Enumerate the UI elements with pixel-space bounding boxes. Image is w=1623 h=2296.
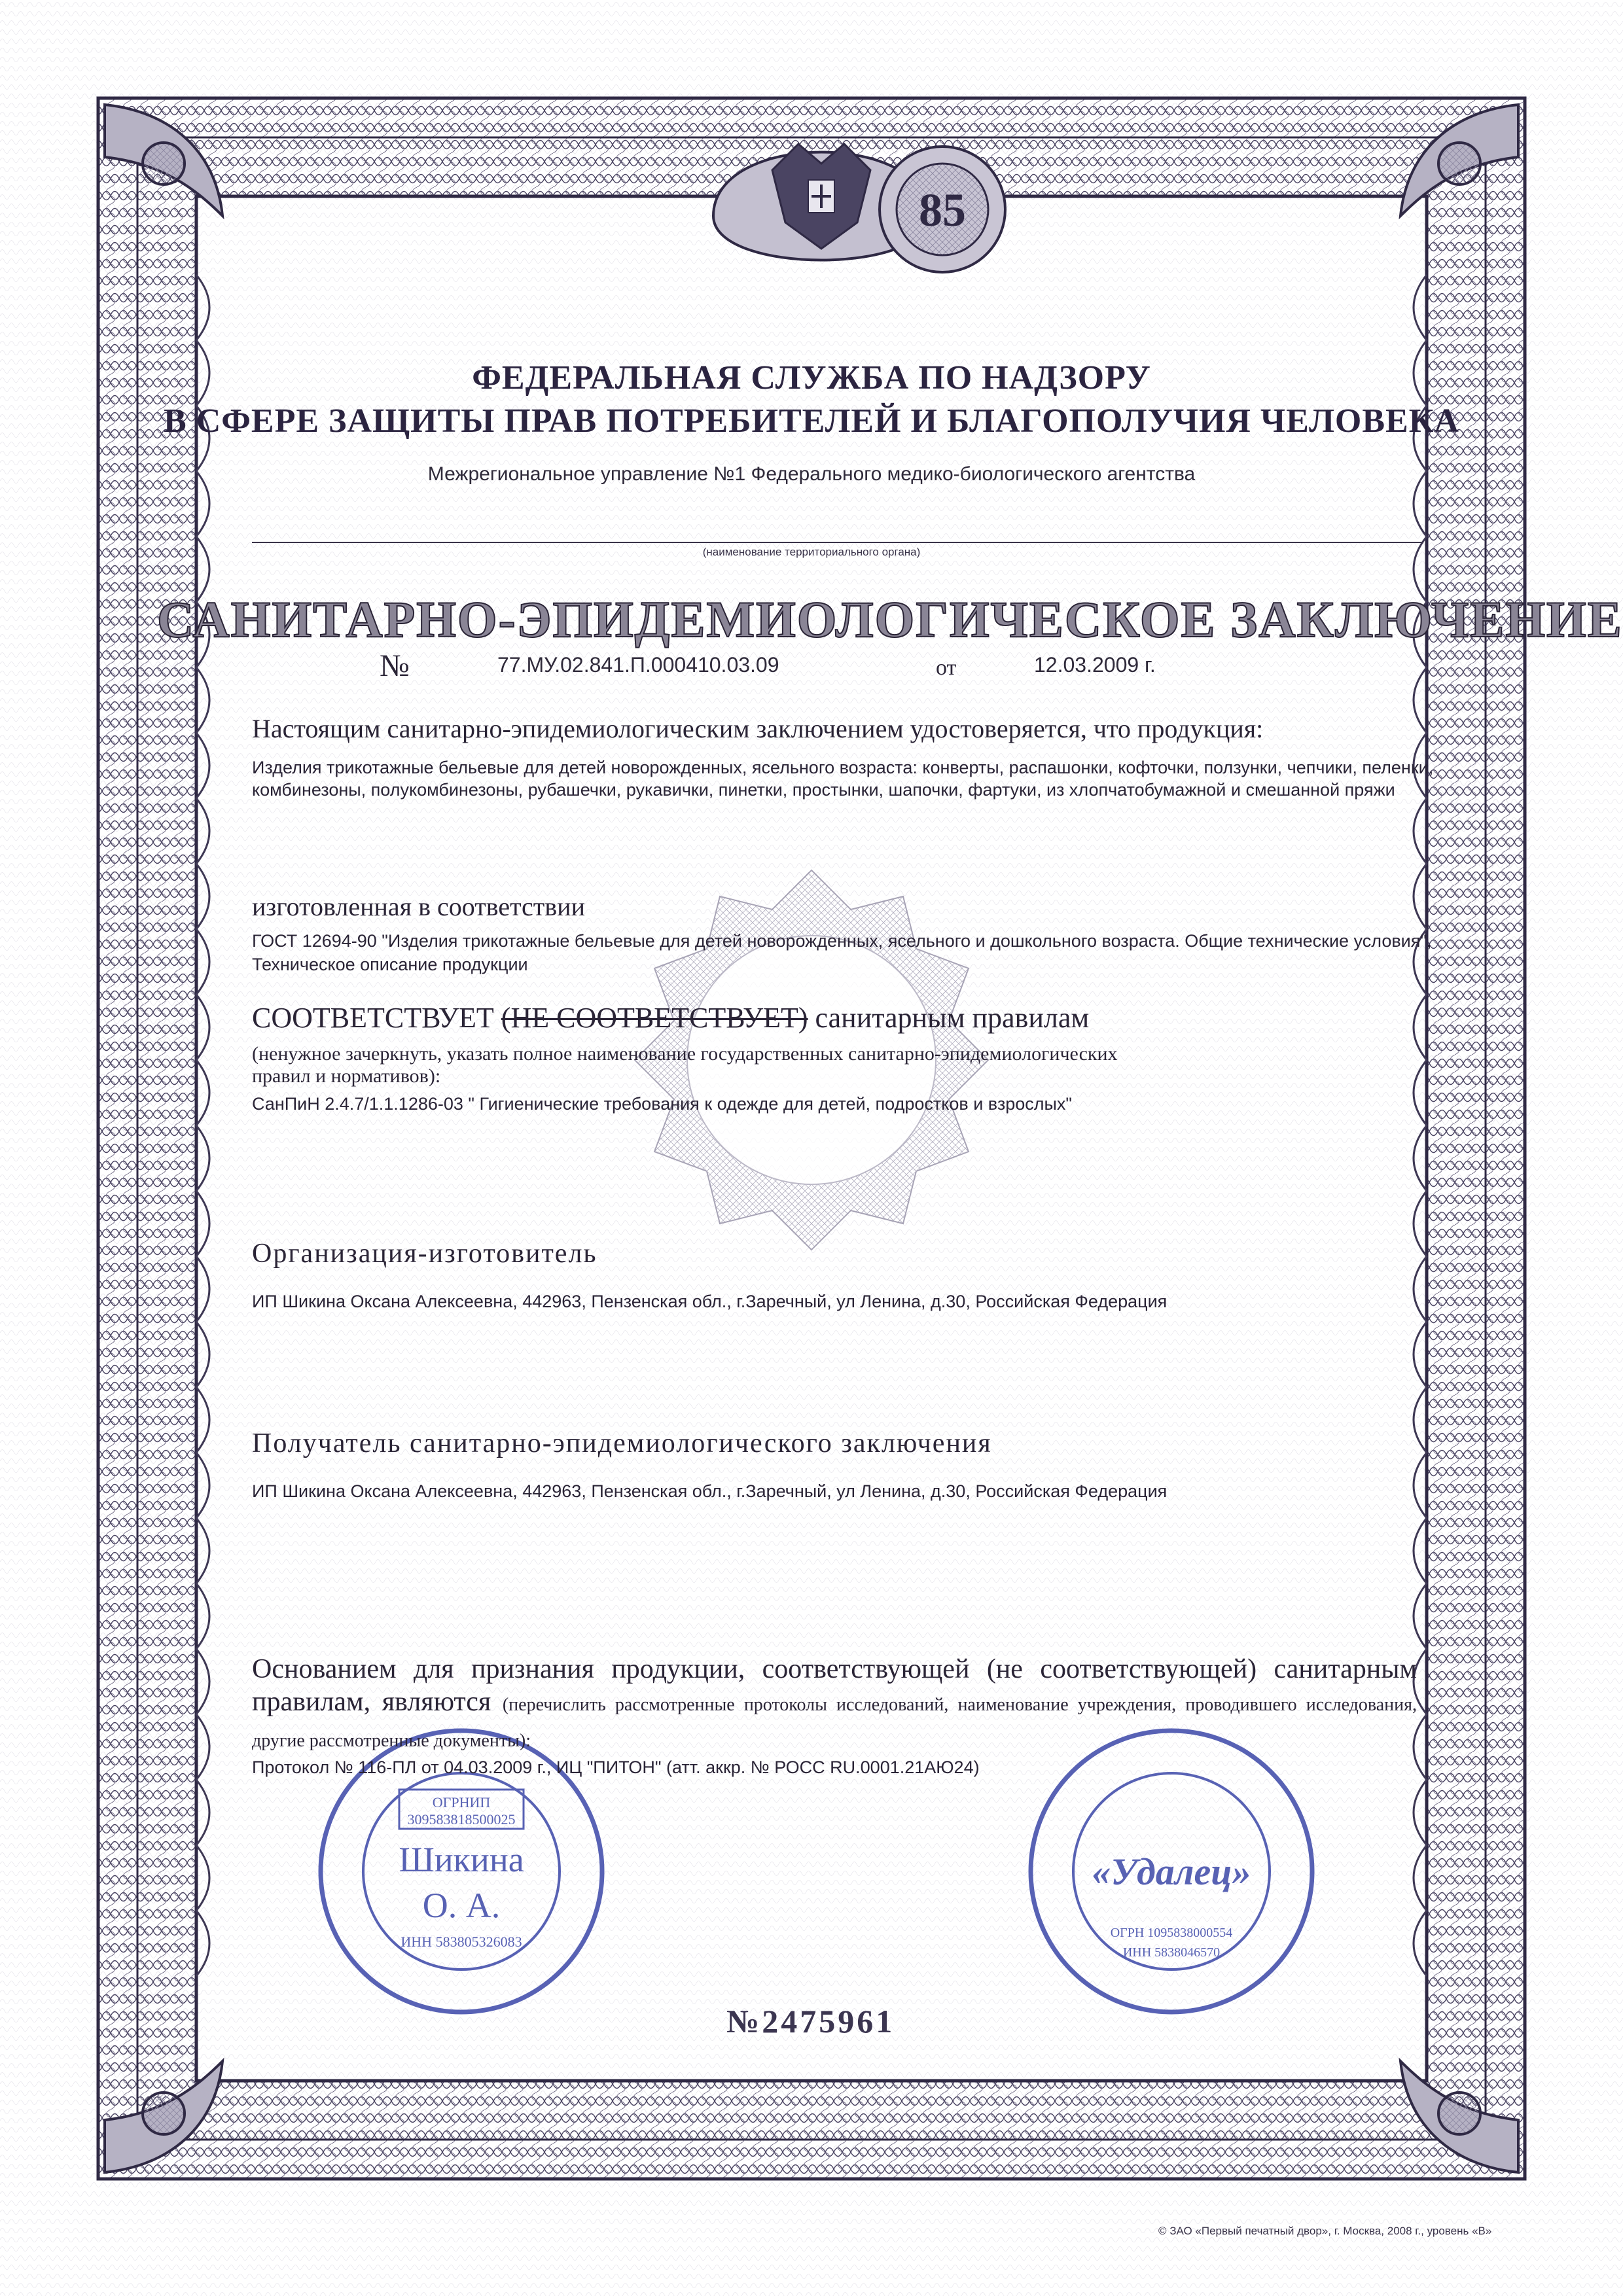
manufacturer-label: Организация-изготовитель <box>252 1239 597 1269</box>
recipient-label: Получатель санитарно-эпидемиологического заключения <box>252 1428 992 1458</box>
seal-emblem-85 <box>880 147 1005 272</box>
compliance-note-line1: (ненужное зачеркнуть, указать полное наименование государственных санитарно-эпидемиологических <box>252 1043 1118 1065</box>
certificate-number: 77.МУ.02.841.П.000410.03.09 <box>497 653 779 677</box>
form-serial-number: №2475961 <box>726 2003 895 2040</box>
agency-name-line1: ФЕДЕРАЛЬНАЯ СЛУЖБА ПО НАДЗОРУ <box>472 359 1151 397</box>
date-label: от <box>936 656 957 680</box>
stamp-llc-udalets <box>1031 1731 1312 2012</box>
regional-body-caption: (наименование территориального органа) <box>702 546 921 558</box>
certificate-date: 12.03.2009 г. <box>1034 653 1156 677</box>
svg-text:309583818500025: 309583818500025 <box>407 1811 516 1828</box>
product-intro: Настоящим санитарно-эпидемиологическим заключением удостоверяется, что продукция: <box>252 714 1264 743</box>
basis-text: Основанием для признания продукции, соответствующей (не соответствующей) санитарным правилам, являются <box>252 1654 1417 1717</box>
svg-text:85: 85 <box>919 184 966 236</box>
regional-body-rule <box>252 542 1423 543</box>
compliance-statement <box>252 1001 1089 1034</box>
manufacturer-value: ИП Шикина Оксана Алексеевна, 442963, Пензенская обл., г.Заречный, ул Ленина, д.30, Российская Федерация <box>252 1292 1168 1311</box>
svg-text:ИНН 583805326083: ИНН 583805326083 <box>401 1934 522 1950</box>
regional-body: Межрегиональное управление №1 Федерального медико-биологического агентства <box>427 463 1196 485</box>
not-complies-struck: (НЕ СООТВЕТСТВУЕТ) <box>501 1002 808 1034</box>
agency-name-line2: В СФЕРЕ ЗАЩИТЫ ПРАВ ПОТРЕБИТЕЛЕЙ И БЛАГОПОЛУЧИЯ ЧЕЛОВЕКА <box>164 402 1459 440</box>
rules-word: санитарным правилам <box>815 1002 1090 1034</box>
svg-text:ИНН 5838046570: ИНН 5838046570 <box>1122 1945 1221 1960</box>
complies-word: СООТВЕТСТВУЕТ <box>252 1002 494 1034</box>
svg-text:О. А.: О. А. <box>422 1886 501 1925</box>
manufactured-standard: ГОСТ 12694-90 "Изделия трикотажные бельевые для детей новорожденных, ясельного и дошкольного возраста. Общие технические условия", Техническое описание продукции <box>252 931 1432 974</box>
basis-note: (перечислить рассмотренные протоколы исследований, наименование учреждения, проводившего исследования, другие рассмотренные документы): <box>252 1695 1417 1751</box>
document-title: САНИТАРНО-ЭПИДЕМИОЛОГИЧЕСКОЕ ЗАКЛЮЧЕНИЕ <box>157 591 1623 648</box>
compliance-note <box>252 1043 1118 1087</box>
printer-imprint: © ЗАО «Первый печатный двор», г. Москва, 2008 г., уровень «В» <box>1158 2225 1492 2237</box>
svg-text:Шикина: Шикина <box>399 1840 524 1879</box>
basis-statement <box>252 1653 1417 1757</box>
protocol-reference: Протокол № 116-ПЛ от 04.03.2009 г., ИЦ "ПИТОН" (атт. аккр. № РОСС RU.0001.21АЮ24) <box>252 1757 980 1777</box>
svg-text:ОГРН 1095838000554: ОГРН 1095838000554 <box>1110 1926 1233 1940</box>
product-description: Изделия трикотажные бельевые для детей новорожденных, ясельного возраста: конверты, распашонки, кофточки, ползунки, чепчики, пеленки, комбинезоны, полукомбинезоны, рубашечки, рукавички, пинетки, простынки, шапочки, фартуки, из хлопчатобумажной и смешанной пряжи <box>252 758 1434 800</box>
manufactured-label: изготовленная в соответствии <box>252 892 585 921</box>
number-label: № <box>380 648 410 683</box>
svg-text:«Удалец»: «Удалец» <box>1092 1850 1251 1893</box>
recipient-value: ИП Шикина Оксана Алексеевна, 442963, Пензенская обл., г.Заречный, ул Ленина, д.30, Российская Федерация <box>252 1481 1168 1501</box>
svg-text:ОГРНИП: ОГРНИП <box>432 1794 491 1810</box>
sanpin-reference: СанПиН 2.4.7/1.1.1286-03 " Гигиенические требования к одежде для детей, подростков и взрослых" <box>252 1094 1073 1114</box>
compliance-note-line2: правил и нормативов): <box>252 1065 441 1087</box>
